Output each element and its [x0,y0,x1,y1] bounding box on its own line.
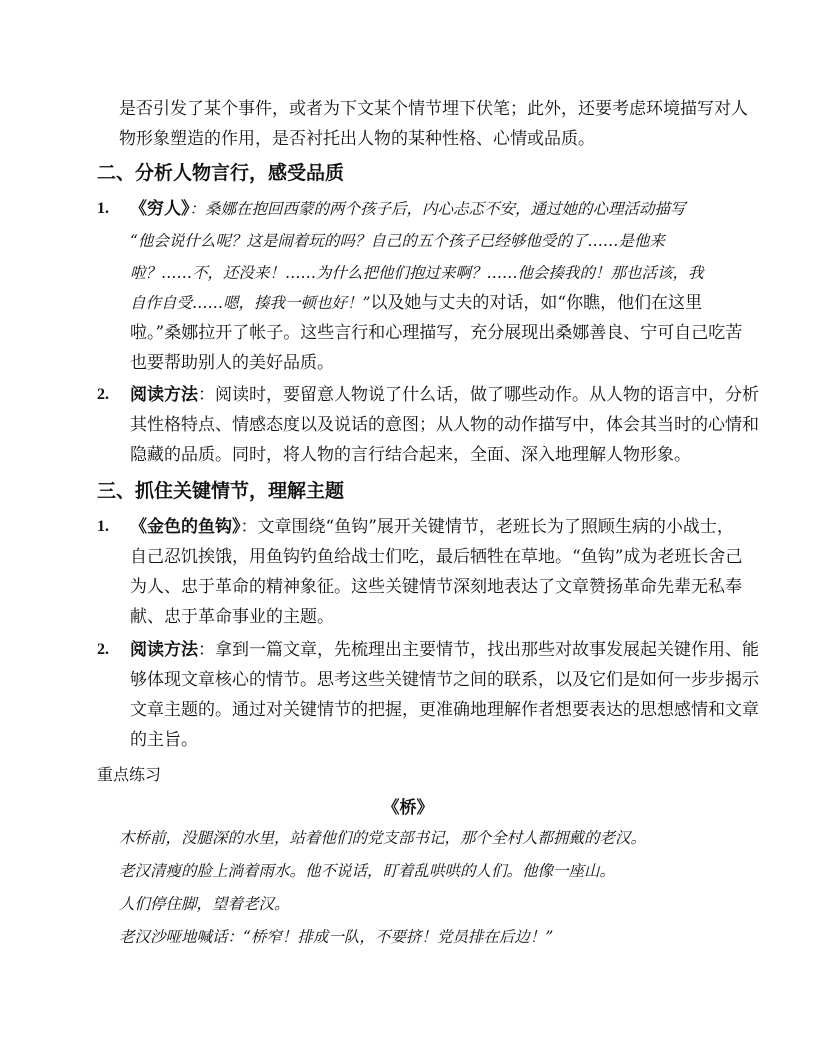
method-label: 阅读方法 [130,640,198,660]
method-text: ：阅读时，要留意人物说了什么话，做了哪些动作。从人物的语言中，分析 [198,385,759,405]
section-2-item-2-line-2: 其性格特点、情感态度以及说话的意图；从人物的动作描写中，体会其当时的心情和 [130,415,759,435]
item-text: ：文章围绕“鱼钩”展开关键情节，老班长为了照顾生病的小战士， [240,517,734,537]
story-paragraph: 老汉清瘦的脸上淌着雨水。他不说话，盯着乱哄哄的人们。他像一座山。 [119,862,616,880]
section-2-item-1-line-5: 啦。”桑娜拉开了帐子。这些言行和心理描写，充分展现出桑娜善良、宁可自己吃苦 [130,323,743,343]
section-2-item-2-number: 2. [97,386,109,403]
section-3-item-1-line-1 [130,515,734,539]
section-2-item-2-line-1 [130,383,759,407]
section-3-item-2-line-4: 的主旨。 [130,730,198,750]
item-title: 《穷人》 [130,199,190,219]
method-label: 阅读方法 [130,385,198,405]
section-3-item-1-line-2: 自己忍饥挨饿，用鱼钩钓鱼给战士们吃，最后牺牲在草地。“鱼钩”成为老班长舍己 [130,547,743,567]
section-2-item-1-line-6: 也要帮助别人的美好品质。 [130,353,334,373]
section-3-item-2-line-2: 够体现文章核心的情节。思考这些关键情节之间的联系，以及它们是如何一步步揭示 [130,670,759,690]
story-paragraph: 人们停住脚，望着老汉。 [119,895,290,913]
section-2-item-1-number: 1. [97,200,109,217]
section-3-item-1-line-4: 献、忠于革命事业的主题。 [130,607,334,627]
item-text: ：桑娜在抱回西蒙的两个孩子后，内心忐忑不安，通过她的心理活动描写 [189,200,686,218]
section-3-item-2-line-1 [130,638,759,662]
section-2-item-1-line-1 [130,197,686,221]
intro-line-2: 物形象塑造的作用，是否衬托出人物的某种性格、心情或品质。 [119,129,595,149]
item-title: 《金色的鱼钩》 [130,517,241,537]
practice-title: 《桥》 [382,798,434,818]
section-2-heading: 二、分析人物言行，感受品质 [97,162,345,184]
intro-line-1: 是否引发了某个事件，或者为下文某个情节埋下伏笔；此外，还要考虑环境描写对人 [119,99,748,119]
method-text: ：拿到一篇文章，先梳理出主要情节，找出那些对故事发展起关键作用、能 [198,640,759,660]
section-3-item-2-number: 2. [97,641,109,658]
section-2-item-2-line-3: 隐藏的品质。同时，将人物的言行结合起来，全面、深入地理解人物形象。 [130,445,691,465]
narration-text: 以及她与丈夫的对话，如“你瞧，他们在这里 [370,293,703,313]
story-paragraph: 老汉沙哑地喊话：“桥窄！排成一队，不要挤！党员排在后边！” [119,928,554,946]
section-3-item-2-line-3: 文章主题的。通过对关键情节的把握，更准确地理解作者想要表达的思想感情和文章 [130,700,759,720]
quote-text: 自作自受……嗯，揍我一顿也好！” [130,294,371,312]
section-2-item-1-line-4 [130,291,702,315]
section-2-item-1-line-2: “他会说什么呢？这是闹着玩的吗？自己的五个孩子已经够他受的了……是他来 [130,232,665,250]
story-paragraph: 木桥前，没腿深的水里，站着他们的党支部书记，那个全村人都拥戴的老汉。 [119,829,647,847]
section-2-item-1-line-3: 啦？……不，还没来！……为什么把他们抱过来啊？……他会揍我的！那也活该，我 [130,264,704,282]
section-3-heading: 三、抓住关键情节，理解主题 [97,480,345,502]
section-3-item-1-line-3: 为人、忠于革命的精神象征。这些关键情节深刻地表达了文章赞扬革命先辈无私奉 [130,577,742,597]
practice-label: 重点练习 [97,765,162,784]
section-3-item-1-number: 1. [97,518,109,535]
